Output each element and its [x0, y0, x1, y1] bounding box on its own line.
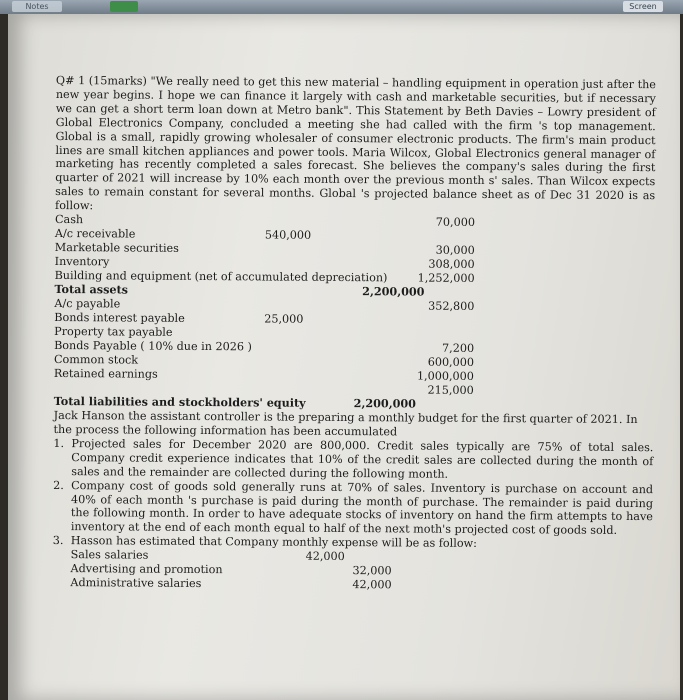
row-right-value: 352,800: [428, 299, 475, 313]
row-label: Bonds Payable ( 10% due in 2026 ): [54, 339, 252, 354]
row-label: Total assets: [54, 282, 129, 297]
screen-tab[interactable]: Screen: [623, 1, 663, 12]
document-paper: [8, 14, 680, 700]
list-item: [53, 437, 653, 483]
row-right-value: 1,252,000: [417, 271, 475, 285]
item-text: Hasson has estimated that Company monthly expense will be as follow:: [70, 534, 477, 551]
row-label: Inventory: [54, 255, 110, 269]
expense-label: Sales salaries: [70, 548, 149, 562]
row-right-value: 30,000: [435, 243, 475, 257]
app-icon[interactable]: [110, 1, 138, 12]
row-mid-value: 25,000: [264, 312, 304, 326]
item-number: 2.: [53, 478, 64, 492]
row-mid-value: 2,200,000: [353, 396, 417, 411]
row-label: Property tax payable: [54, 325, 173, 339]
row-label: Common stock: [53, 353, 139, 367]
row-label: Marketable securities: [54, 241, 179, 255]
item-number: 3.: [52, 534, 64, 548]
row-right-value: 70,000: [435, 215, 476, 229]
window-top-bar: [0, 0, 683, 14]
expense-mid-value: 42,000: [305, 549, 345, 564]
row-right-value: 215,000: [427, 383, 474, 397]
expense-label: Administrative salaries: [70, 576, 202, 591]
row-right-value: 600,000: [427, 355, 475, 369]
question-page: [52, 74, 656, 594]
item-number: 1.: [53, 436, 65, 450]
controller-text: Jack Hanson the assistant controller is the preparing a monthly budget for the first quarter of 2021. In the process the following information has been accumulated: [53, 409, 638, 439]
row-label: Bonds interest payable: [54, 311, 185, 325]
row-right-value: 308,000: [428, 257, 475, 271]
expense-label: Advertising and promotion: [70, 562, 223, 577]
expense-right-value: 42,000: [352, 578, 392, 592]
list-item: [53, 479, 653, 539]
row-right-value: 7,200: [442, 341, 475, 355]
balance-sheet: [54, 213, 655, 413]
row-label: A/c payable: [54, 297, 121, 311]
row-label: Building and equipment (net of accumulated depreciation): [54, 269, 388, 285]
row-mid-value: 540,000: [264, 228, 312, 242]
expense-right-value: 32,000: [352, 564, 392, 578]
expense-table: [52, 548, 652, 594]
row-label: Retained earnings: [53, 367, 158, 381]
row-label: Cash: [54, 213, 84, 227]
item-text: Projected sales for December 2020 are 800,000. Credit sales typically are 75% of total sales. Company credit experience indicates that 10% of the credit sales are collected during the month of sales and the remainder are collected during the following month.: [71, 436, 654, 481]
row-label: A/c receivable: [54, 227, 136, 241]
info-list: [53, 437, 654, 552]
item-text: Company cost of goods sold generally runs at 70% of sales. Inventory is purchase on account and 40% of each month 's purchase is paid during the month of purchase. The remainder is paid during the following month. In order to have adequate stocks of inventory on hand the firm attempts to have inventory at the end of each month equal to half of the next moth's projected cost of goods sold.: [70, 478, 654, 538]
notes-tab[interactable]: Notes: [12, 1, 62, 12]
question-intro: Q# 1 (15marks) "We really need to get this new material – handling equipment in operation just after the new year begins. I hope we can finance it largely with cash and marketable securities, but if necessary we can get a short term loan down at Metro bank". This Statement by Beth Davies – Lowry president of Global Electronics Company, concluded a meeting she had called with the firm 's top management. Global is a small, rapidly growing wholesaler of consumer electronic products. The firm's main product lines are small kitchen appliances and power tools. Maria Wilcox, Global Electronics general manager of marketing has recently completed a sales forecast. She believes the company's sales during the first quarter of 2021 will increase by 10% each month over the previous month s' sales. Than Wilcox expects sales to remain constant for several months. Global 's projected balance sheet as of Dec 31 2020 is as follow:: [55, 74, 656, 213]
row-label: Total liabilities and stockholders' equity: [53, 394, 306, 410]
expense-row: [70, 576, 652, 594]
row-right-value: 1,000,000: [416, 369, 474, 383]
row-right-value: 2,200,000: [362, 284, 425, 299]
